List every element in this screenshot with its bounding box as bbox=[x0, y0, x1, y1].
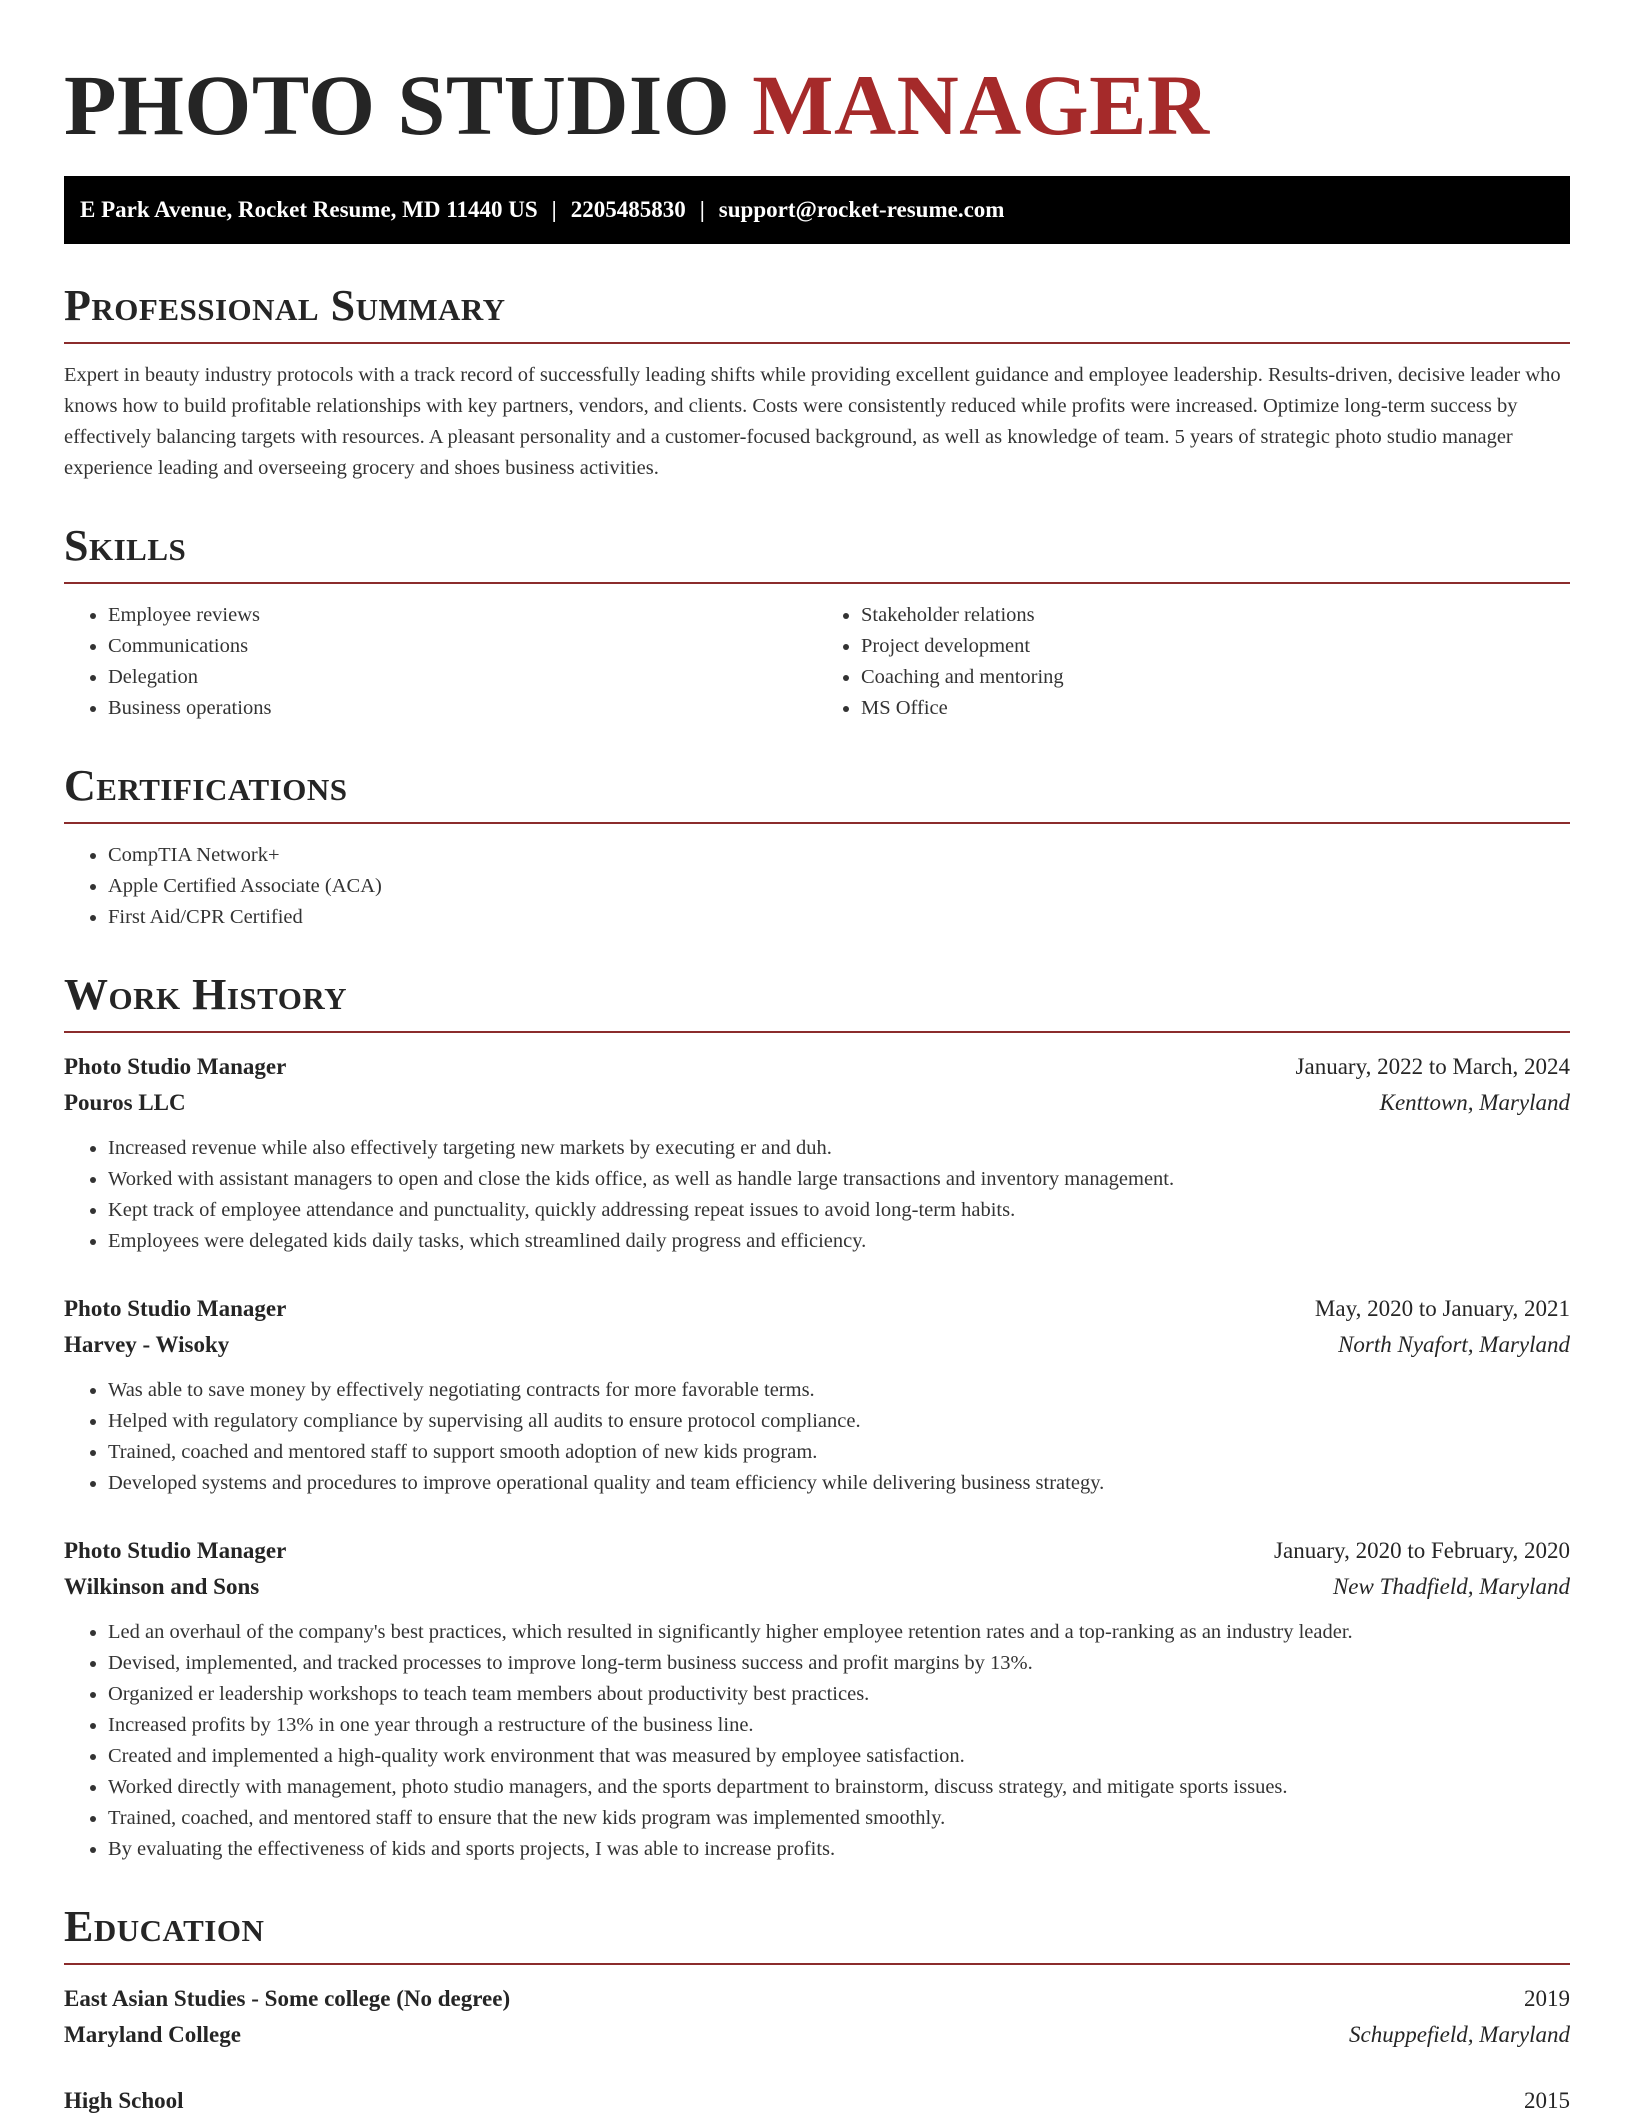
job-bullet: • Worked directly with management, photo studio managers, and the sports department to brainstorm, discuss strategy, and mitigate sports issues. bbox=[108, 1772, 1570, 1803]
job-company-row bbox=[64, 1085, 1570, 1121]
job-bullets bbox=[64, 1617, 1570, 1865]
job-title-row bbox=[64, 1049, 1570, 1085]
contact-phone[interactable]: 2205485830 bbox=[570, 197, 686, 222]
skill-item: • MS Office bbox=[861, 693, 1570, 724]
job-title: Photo Studio Manager bbox=[64, 1538, 287, 1563]
job-title: Photo Studio Manager bbox=[64, 1054, 287, 1079]
job-company: Harvey - Wisoky bbox=[64, 1332, 230, 1357]
summary-text: Expert in beauty industry protocols with a track record of successfully leading shifts while providing excellent guidance and employee leadership. Results-driven, decisive leader who knows how to build profitable relationships with key partners, vendors, and clients. Costs were consistently reduced while profits were increased. Optimize long-term success by effectively balancing targets with resources. A pleasant personality and a customer-focused background, as well as knowledge of team. 5 years of strategic photo studio manager experience leading and overseeing grocery and shoes business activities. bbox=[64, 364, 1561, 479]
skill-item: • Stakeholder relations bbox=[861, 600, 1570, 631]
job-location: New Thadfield, Maryland bbox=[1332, 1574, 1570, 1599]
job-bullet: • Created and implemented a high-quality work environment that was measured by employee satisfaction. bbox=[108, 1741, 1570, 1772]
skills-list-left bbox=[64, 600, 817, 724]
contact-separator: | bbox=[699, 197, 705, 222]
skills-heading: Skills bbox=[64, 520, 1570, 584]
contact-email[interactable]: support@rocket-resume.com bbox=[718, 197, 1005, 222]
skill-item: • Business operations bbox=[108, 693, 817, 724]
education-school: Maryland College bbox=[64, 2022, 241, 2047]
job-bullet: • Trained, coached, and mentored staff to ensure that the new kids program was implemented smoothly. bbox=[108, 1803, 1570, 1834]
work-history-section bbox=[64, 969, 1570, 1865]
skills-section bbox=[64, 520, 1570, 724]
job-bullet: • Worked with assistant managers to open and close the kids office, as well as handle large transactions and inventory management. bbox=[108, 1164, 1570, 1195]
job-location: North Nyafort, Maryland bbox=[1338, 1332, 1570, 1357]
contact-address: E Park Avenue, Rocket Resume, MD 11440 US bbox=[80, 197, 538, 222]
job-title: Photo Studio Manager bbox=[64, 1296, 287, 1321]
job-company-row bbox=[64, 1569, 1570, 1605]
job-company: Wilkinson and Sons bbox=[64, 1574, 260, 1599]
skill-item: • Coaching and mentoring bbox=[861, 662, 1570, 693]
skill-item: • Delegation bbox=[108, 662, 817, 693]
contact-bar bbox=[64, 176, 1570, 244]
job-entry bbox=[64, 1291, 1570, 1499]
candidate-name bbox=[64, 0, 1570, 166]
certification-item: • Apple Certified Associate (ACA) bbox=[108, 871, 1570, 902]
skill-item: • Project development bbox=[861, 631, 1570, 662]
job-dates: January, 2020 to February, 2020 bbox=[1274, 1538, 1570, 1563]
education-entry bbox=[64, 1981, 1570, 2053]
education-year: 2019 bbox=[1524, 1986, 1570, 2011]
work-history-heading: Work History bbox=[64, 969, 1570, 1033]
education-degree-row bbox=[64, 1981, 1570, 2017]
name-accent: MANAGER bbox=[752, 57, 1210, 153]
skill-item: • Employee reviews bbox=[108, 600, 817, 631]
job-dates: January, 2022 to March, 2024 bbox=[1295, 1054, 1570, 1079]
summary-section bbox=[64, 280, 1570, 484]
certification-item: • CompTIA Network+ bbox=[108, 840, 1570, 871]
job-bullet: • Employees were delegated kids daily tasks, which streamlined daily progress and efficiency. bbox=[108, 1226, 1570, 1257]
education-degree: East Asian Studies - Some college (No degree) bbox=[64, 1986, 511, 2011]
skills-grid bbox=[64, 584, 1570, 724]
job-location: Kenttown, Maryland bbox=[1379, 1090, 1570, 1115]
contact-separator: | bbox=[551, 197, 557, 222]
job-dates: May, 2020 to January, 2021 bbox=[1314, 1296, 1570, 1321]
education-heading: Education bbox=[64, 1901, 1570, 1965]
job-bullet: • Increased profits by 13% in one year through a restructure of the business line. bbox=[108, 1710, 1570, 1741]
education-school-row bbox=[64, 2017, 1570, 2053]
job-title-row bbox=[64, 1533, 1570, 1569]
education-location: Schuppefield, Maryland bbox=[1348, 2022, 1570, 2047]
skill-item: • Communications bbox=[108, 631, 817, 662]
job-entry bbox=[64, 1049, 1570, 1257]
job-bullet: • Developed systems and procedures to improve operational quality and team efficiency while delivering business strategy. bbox=[108, 1468, 1570, 1499]
job-company: Pouros LLC bbox=[64, 1090, 186, 1115]
job-bullet: • Increased revenue while also effectively targeting new markets by executing er and duh. bbox=[108, 1133, 1570, 1164]
job-bullet: • Trained, coached and mentored staff to support smooth adoption of new kids program. bbox=[108, 1437, 1570, 1468]
certifications-section bbox=[64, 760, 1570, 933]
job-bullet: • Led an overhaul of the company's best practices, which resulted in significantly higher employee retention rates and a top-ranking as an industry leader. bbox=[108, 1617, 1570, 1648]
job-bullets bbox=[64, 1133, 1570, 1257]
job-bullet: • Was able to save money by effectively negotiating contracts for more favorable terms. bbox=[108, 1375, 1570, 1406]
job-bullets bbox=[64, 1375, 1570, 1499]
job-company-row bbox=[64, 1327, 1570, 1363]
education-section bbox=[64, 1901, 1570, 2119]
education-degree-row bbox=[64, 2083, 1570, 2119]
job-bullet: • By evaluating the effectiveness of kids and sports projects, I was able to increase profits. bbox=[108, 1834, 1570, 1865]
job-bullet: • Kept track of employee attendance and punctuality, quickly addressing repeat issues to avoid long-term habits. bbox=[108, 1195, 1570, 1226]
job-bullet: • Organized er leadership workshops to teach team members about productivity best practices. bbox=[108, 1679, 1570, 1710]
skills-list-right bbox=[817, 600, 1570, 724]
education-year: 2015 bbox=[1524, 2088, 1570, 2113]
certifications-list bbox=[64, 840, 1570, 933]
education-degree: High School bbox=[64, 2088, 184, 2113]
education-entry bbox=[64, 2083, 1570, 2119]
certifications-heading: Certifications bbox=[64, 760, 1570, 824]
job-title-row bbox=[64, 1291, 1570, 1327]
certification-item: • First Aid/CPR Certified bbox=[108, 902, 1570, 933]
summary-heading: Professional Summary bbox=[64, 280, 1570, 344]
job-bullet: • Helped with regulatory compliance by supervising all audits to ensure protocol compliance. bbox=[108, 1406, 1570, 1437]
job-bullet: • Devised, implemented, and tracked processes to improve long-term business success and profit margins by 13%. bbox=[108, 1648, 1570, 1679]
name-primary: PHOTO STUDIO bbox=[64, 57, 731, 153]
resume-content bbox=[64, 0, 1570, 2119]
job-entry bbox=[64, 1533, 1570, 1865]
